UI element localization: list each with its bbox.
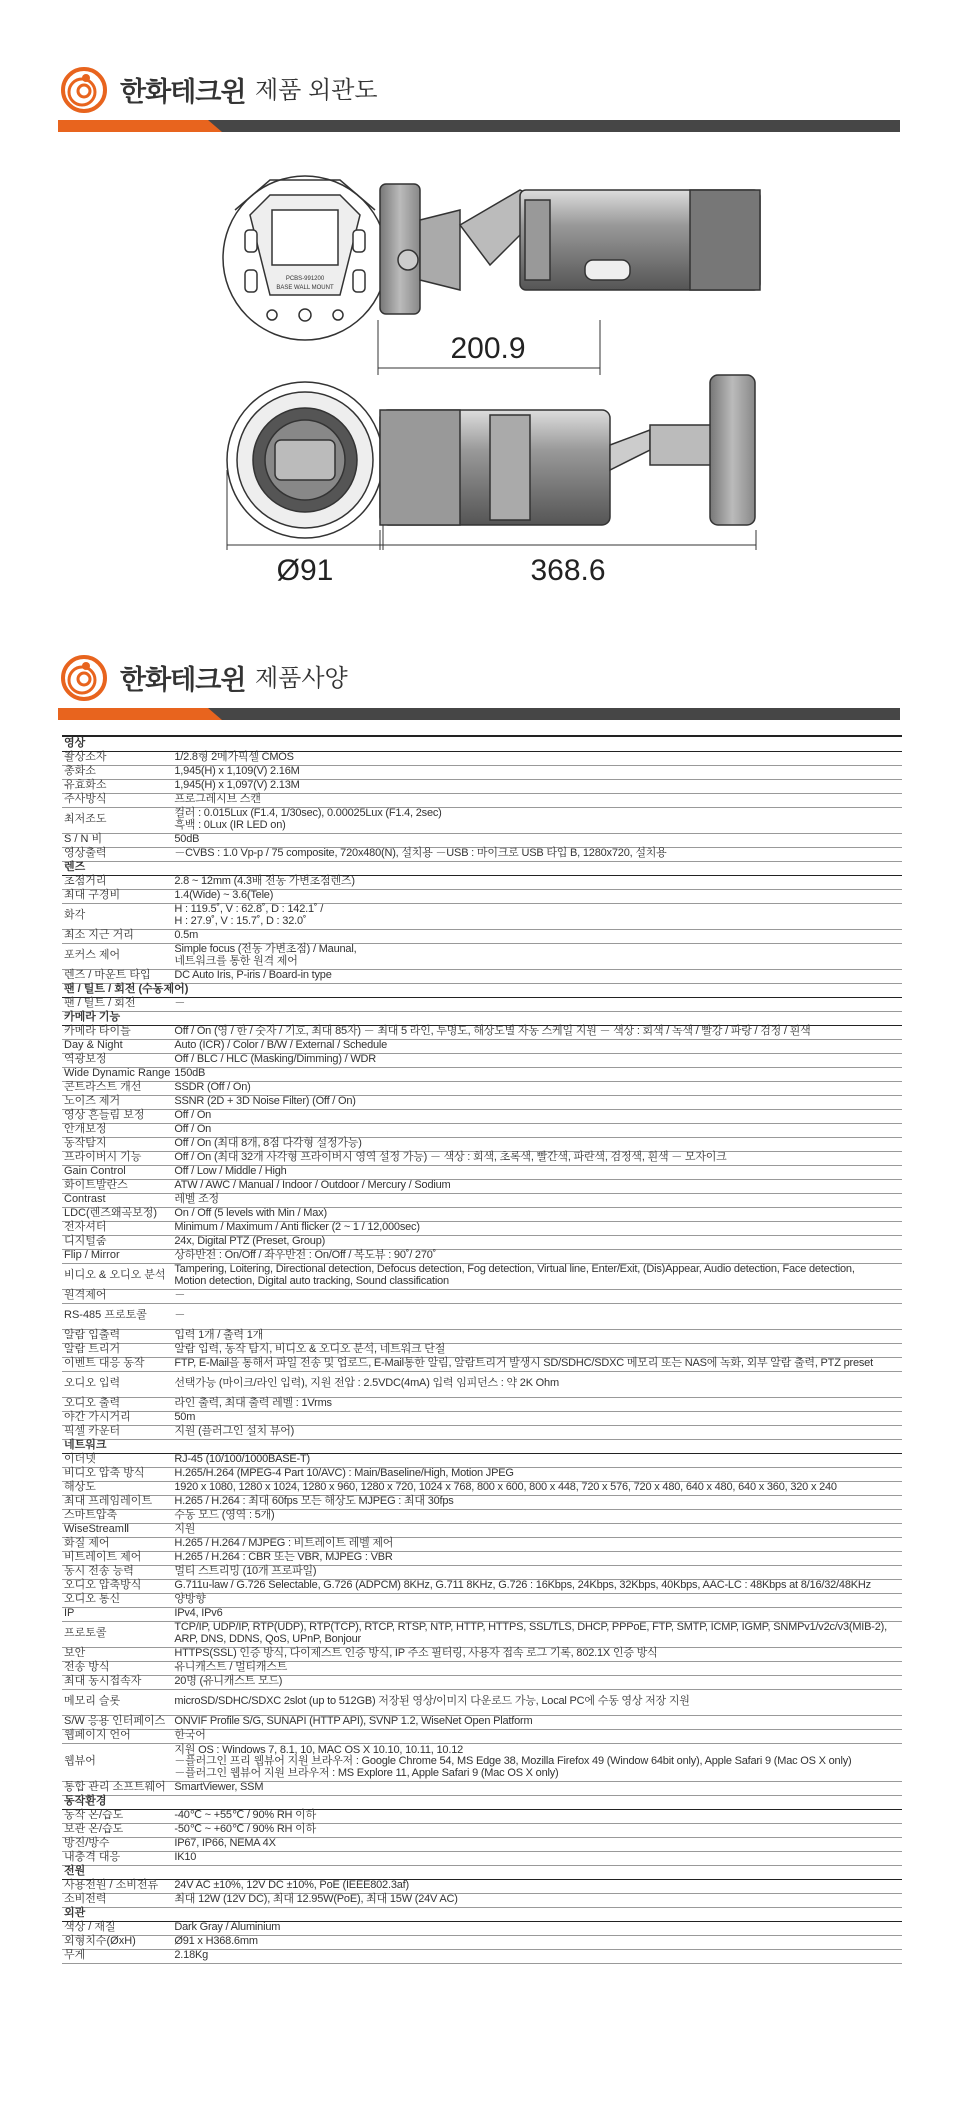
spec-label: 동작탐지 <box>62 1137 172 1151</box>
spec-value: 1.4(Wide) ~ 3.6(Tele) <box>172 889 902 903</box>
spec-category-row <box>62 737 902 751</box>
spec-label: 비디오 압축 방식 <box>62 1467 172 1481</box>
spec-value: 1920 x 1080, 1280 x 1024, 1280 x 960, 1280 x 720, 1024 x 768, 800 x 600, 800 x 448, 720 x 576, 720 x 480, 640 x 480, 640 x 360, 320 x 240 <box>172 1481 902 1495</box>
spec-value: 2.8 ~ 12mm (4.3배 전동 가변초점렌즈) <box>172 875 902 889</box>
spec-row <box>62 1949 902 1963</box>
spec-value: 2.18Kg <box>172 1949 902 1963</box>
spec-row <box>62 1249 902 1263</box>
spec-row <box>62 943 902 969</box>
spec-category-title: 렌즈 <box>62 861 902 875</box>
spec-value: 150dB <box>172 1067 902 1081</box>
spec-value: 한국어 <box>172 1729 902 1743</box>
spec-label: 비디오 & 오디오 분석 <box>62 1263 172 1289</box>
spec-label: IP <box>62 1607 172 1621</box>
spec-row <box>62 1647 902 1661</box>
spec-row <box>62 1137 902 1151</box>
spec-value: 1/2.8형 2메가픽셀 CMOS <box>172 751 902 765</box>
spec-value: 1,945(H) x 1,109(V) 2.16M <box>172 765 902 779</box>
spec-row <box>62 1921 902 1935</box>
spec-label: 해상도 <box>62 1481 172 1495</box>
spec-value: 24V AC ±10%, 12V DC ±10%, PoE (IEEE802.3af) <box>172 1879 902 1893</box>
spec-row <box>62 1715 902 1729</box>
spec-category-title: 전원 <box>62 1865 902 1879</box>
spec-value: － <box>172 997 902 1011</box>
spec-row <box>62 1303 902 1329</box>
spec-value: 멀티 스트리밍 (10개 프로파일) <box>172 1565 902 1579</box>
spec-label: 오디오 입력 <box>62 1371 172 1397</box>
brand-name: 한화테크윈 <box>120 665 246 695</box>
spec-label: 소비전력 <box>62 1893 172 1907</box>
spec-row <box>62 1207 902 1221</box>
spec-row <box>62 1109 902 1123</box>
spec-value: Ø91 x H368.6mm <box>172 1935 902 1949</box>
spec-category-row <box>62 983 902 997</box>
spec-row <box>62 793 902 807</box>
spec-label: 보관 온/습도 <box>62 1823 172 1837</box>
spec-label: 포커스 제어 <box>62 943 172 969</box>
spec-label: 원격제어 <box>62 1289 172 1303</box>
spec-label: RS-485 프로토콜 <box>62 1303 172 1329</box>
spec-row <box>62 1411 902 1425</box>
spec-row <box>62 969 902 983</box>
spec-label: Day & Night <box>62 1039 172 1053</box>
spec-value: 상하반전 : On/Off / 좌우반전 : On/Off / 복도뷰 : 90˚/ 270˚ <box>172 1249 902 1263</box>
spec-row <box>62 1593 902 1607</box>
spec-label: 보안 <box>62 1647 172 1661</box>
spec-row <box>62 1851 902 1865</box>
spec-row <box>62 1743 902 1781</box>
spec-value: H.265 / H.264 / MJPEG : 비트레이트 레벨 제어 <box>172 1537 902 1551</box>
spec-category-row <box>62 1439 902 1453</box>
mount-plate-view <box>223 176 387 340</box>
spec-row <box>62 1621 902 1647</box>
spec-value: 프로그레시브 스캔 <box>172 793 902 807</box>
spec-value: SSNR (2D + 3D Noise Filter) (Off / On) <box>172 1095 902 1109</box>
spec-label: 화질 제어 <box>62 1537 172 1551</box>
spec-label: 노이즈 제거 <box>62 1095 172 1109</box>
spec-label: 전송 방식 <box>62 1661 172 1675</box>
spec-label: 주사방식 <box>62 793 172 807</box>
spec-label: 픽셀 카운터 <box>62 1425 172 1439</box>
spec-row <box>62 1263 902 1289</box>
spec-row <box>62 1193 902 1207</box>
spec-row <box>62 889 902 903</box>
spec-row <box>62 779 902 793</box>
spec-value: 라인 출력, 최대 출력 레벨 : 1Vrms <box>172 1397 902 1411</box>
spec-category-title: 동작환경 <box>62 1795 902 1809</box>
camera-front-view <box>227 382 383 538</box>
spec-label: 통합 관리 소프트웨어 <box>62 1781 172 1795</box>
spec-row <box>62 1495 902 1509</box>
spec-category-title: 네트워크 <box>62 1439 902 1453</box>
spec-value: Auto (ICR) / Color / B/W / External / Schedule <box>172 1039 902 1053</box>
spec-row <box>62 1661 902 1675</box>
hanwha-logo-icon <box>58 62 110 114</box>
spec-value: Simple focus (전동 가변초점) / Maunal, 네트워크를 통한 원격 제어 <box>172 943 902 969</box>
spec-value: Minimum / Maximum / Anti flicker (2 ~ 1 / 12,000sec) <box>172 1221 902 1235</box>
spec-row <box>62 1809 902 1823</box>
spec-row <box>62 1357 902 1371</box>
spec-label: 유효화소 <box>62 779 172 793</box>
spec-label: 스마트압축 <box>62 1509 172 1523</box>
spec-row <box>62 1823 902 1837</box>
spec-label: 이벤트 대응 동작 <box>62 1357 172 1371</box>
spec-row <box>62 1165 902 1179</box>
spec-row <box>62 1481 902 1495</box>
spec-value: -50℃ ~ +60℃ / 90% RH 이하 <box>172 1823 902 1837</box>
spec-row <box>62 1689 902 1715</box>
spec-value: 유니캐스트 / 멀티캐스트 <box>172 1661 902 1675</box>
spec-label: 색상 / 재질 <box>62 1921 172 1935</box>
spec-value: H.265/H.264 (MPEG-4 Part 10/AVC) : Main/Baseline/High, Motion JPEG <box>172 1467 902 1481</box>
spec-value: SSDR (Off / On) <box>172 1081 902 1095</box>
header-divider <box>58 708 900 720</box>
dimension-label-total-length: 368.6 <box>530 554 606 587</box>
spec-row <box>62 1151 902 1165</box>
spec-label: LDC(렌즈왜곡보정) <box>62 1207 172 1221</box>
spec-row <box>62 1893 902 1907</box>
spec-value: 양방향 <box>172 1593 902 1607</box>
spec-label: 최대 프레임레이트 <box>62 1495 172 1509</box>
spec-value: Off / On (최대 8개, 8점 다각형 설정가능) <box>172 1137 902 1151</box>
spec-row <box>62 903 902 929</box>
spec-label: Contrast <box>62 1193 172 1207</box>
spec-row <box>62 1025 902 1039</box>
product-exterior-drawing <box>190 170 810 590</box>
spec-label: 알람 트리거 <box>62 1343 172 1357</box>
spec-label: 내충격 대응 <box>62 1851 172 1865</box>
spec-label: S / N 비 <box>62 833 172 847</box>
spec-value: Off / BLC / HLC (Masking/Dimming) / WDR <box>172 1053 902 1067</box>
spec-label: 최저조도 <box>62 807 172 833</box>
spec-label: Gain Control <box>62 1165 172 1179</box>
spec-row <box>62 1935 902 1949</box>
spec-row <box>62 1551 902 1565</box>
dimension-label-diameter: Ø91 <box>276 554 334 587</box>
spec-row <box>62 1235 902 1249</box>
spec-row <box>62 751 902 765</box>
spec-label: 최소 지근 거리 <box>62 929 172 943</box>
spec-label: 카메라 타이틀 <box>62 1025 172 1039</box>
spec-value: ONVIF Profile S/G, SUNAPI (HTTP API), SVNP 1.2, WiseNet Open Platform <box>172 1715 902 1729</box>
spec-label: 영상출력 <box>62 847 172 861</box>
spec-value: － <box>172 1303 902 1329</box>
spec-value: Off / Low / Middle / High <box>172 1165 902 1179</box>
spec-label: 최대 동시접속자 <box>62 1675 172 1689</box>
spec-row <box>62 1565 902 1579</box>
spec-value: Off / On (최대 32개 사각형 프라이버시 영역 설정 가능) － 색상 : 회색, 초록색, 빨간색, 파란색, 검정색, 흰색 － 모자이크 <box>172 1151 902 1165</box>
spec-value: 최대 12W (12V DC), 최대 12.95W(PoE), 최대 15W (24V AC) <box>172 1893 902 1907</box>
spec-row <box>62 929 902 943</box>
spec-label: 총화소 <box>62 765 172 779</box>
spec-label: 전자셔터 <box>62 1221 172 1235</box>
plate-label-2: BASE WALL MOUNT <box>276 285 334 291</box>
spec-row <box>62 997 902 1011</box>
spec-label: Flip / Mirror <box>62 1249 172 1263</box>
spec-label: S/W 응용 인터페이스 <box>62 1715 172 1729</box>
spec-value: microSD/SDHC/SDXC 2slot (up to 512GB) 저장된 영상/이미지 다운로드 가능, Local PC에 수동 영상 저장 지원 <box>172 1689 902 1715</box>
spec-value: TCP/IP, UDP/IP, RTP(UDP), RTP(TCP), RTCP, RTSP, NTP, HTTP, HTTPS, SSL/TLS, DHCP, PPPoE, FTP, SMTP, ICMP, IGMP, SNMPv1/v2c/v3(MIB-2), ARP, DNS, DDNS, QoS, UPnP, Bonjour <box>172 1621 902 1647</box>
spec-label: 초점거리 <box>62 875 172 889</box>
spec-label: 알람 입출력 <box>62 1329 172 1343</box>
spec-value: Off / On <box>172 1123 902 1137</box>
spec-value: 24x, Digital PTZ (Preset, Group) <box>172 1235 902 1249</box>
spec-label: 프로토콜 <box>62 1621 172 1647</box>
spec-row <box>62 1179 902 1193</box>
camera-side-view-bottom <box>380 375 755 525</box>
spec-row <box>62 1289 902 1303</box>
spec-label: 오디오 압축방식 <box>62 1579 172 1593</box>
spec-row <box>62 1729 902 1743</box>
spec-row <box>62 875 902 889</box>
spec-value: SmartViewer, SSM <box>172 1781 902 1795</box>
spec-row <box>62 1397 902 1411</box>
spec-category-row <box>62 1907 902 1921</box>
spec-value: H.265 / H.264 : 최대 60fps 모든 해상도 MJPEG : 최대 30fps <box>172 1495 902 1509</box>
spec-value: IK10 <box>172 1851 902 1865</box>
spec-label: 안개보정 <box>62 1123 172 1137</box>
spec-label: 외형치수(ØxH) <box>62 1935 172 1949</box>
spec-label: WiseStreamⅡ <box>62 1523 172 1537</box>
spec-row <box>62 1879 902 1893</box>
spec-row <box>62 765 902 779</box>
spec-label: 프라이버시 기능 <box>62 1151 172 1165</box>
spec-label: 팬 / 틸트 / 회전 <box>62 997 172 1011</box>
spec-value: FTP, E-Mail을 통해서 파일 전송 및 업로드, E-Mail통한 알림, 알람트리거 발생시 SD/SDHC/SDXC 메모리 또는 NAS에 녹화, 외부 알람 출력, PTZ preset <box>172 1357 902 1371</box>
spec-value: －CVBS : 1.0 Vp-p / 75 composite, 720x480(N), 설치용 －USB : 마이크로 USB 타입 B, 1280x720, 설치용 <box>172 847 902 861</box>
plate-label-1: PCBS-991200 <box>285 276 325 282</box>
spec-row <box>62 1467 902 1481</box>
spec-label: 사용전원 / 소비전류 <box>62 1879 172 1893</box>
spec-row <box>62 1453 902 1467</box>
dimension-368-6 <box>380 530 756 550</box>
spec-value: 1,945(H) x 1,097(V) 2.13M <box>172 779 902 793</box>
camera-side-view-top <box>380 184 760 314</box>
spec-row <box>62 1221 902 1235</box>
spec-row <box>62 1067 902 1081</box>
spec-label: Wide Dynamic Range <box>64 1067 171 1080</box>
spec-value: ATW / AWC / Manual / Indoor / Outdoor / Mercury / Sodium <box>172 1179 902 1193</box>
spec-value: IP67, IP66, NEMA 4X <box>172 1837 902 1851</box>
spec-label: 비트레이트 제어 <box>62 1551 172 1565</box>
spec-value: G.711u-law / G.726 Selectable, G.726 (ADPCM) 8KHz, G.711 8KHz, G.726 : 16Kbps, 24Kbps, 32Kbps, 40Kbps, AAC-LC : 48Kbps at 8/16/32/48KHz <box>172 1579 902 1593</box>
spec-row <box>62 1837 902 1851</box>
spec-label: 디지털줌 <box>62 1235 172 1249</box>
header-divider <box>58 120 900 132</box>
spec-value: 지원 (플러그인 설치 뷰어) <box>172 1425 902 1439</box>
spec-label: 역광보정 <box>62 1053 172 1067</box>
spec-row <box>62 1607 902 1621</box>
spec-value: 지원 OS : Windows 7, 8.1, 10, MAC OS X 10.10, 10.11, 10.12 －플러그인 프리 웹뷰어 지원 브라우저 : Google Chrome 54, MS Edge 38, Mozilla Firefox 49 (Window 64bit only), Apple Safari 9 (Mac OS X only) －플러그인 웹뷰어 지원 브라우저 : MS Explore 11, Apple Safari 9 (Mac OS X only) <box>172 1743 902 1781</box>
spec-label: 영상 흔들림 보정 <box>62 1109 172 1123</box>
spec-value: 20명 (유니캐스트 모드) <box>172 1675 902 1689</box>
spec-row <box>62 1579 902 1593</box>
spec-label: 오디오 출력 <box>62 1397 172 1411</box>
spec-label: 동작 온/습도 <box>62 1809 172 1823</box>
spec-label: 동시 전송 능력 <box>62 1565 172 1579</box>
header-specs <box>58 650 900 722</box>
spec-row <box>62 833 902 847</box>
section-title: 제품 외관도 <box>255 77 378 104</box>
hanwha-logo-icon <box>58 650 110 702</box>
spec-value: IPv4, IPv6 <box>172 1607 902 1621</box>
spec-value: RJ-45 (10/100/1000BASE-T) <box>172 1453 902 1467</box>
header-exterior <box>58 62 900 134</box>
spec-category-title: 영상 <box>62 737 902 751</box>
spec-value: Dark Gray / Aluminium <box>172 1921 902 1935</box>
spec-label: 방진/방수 <box>62 1837 172 1851</box>
spec-row <box>62 1425 902 1439</box>
spec-label: 렌즈 / 마운트 타입 <box>62 969 172 983</box>
spec-value: 50m <box>172 1411 902 1425</box>
spec-value: 입력 1개 / 출력 1개 <box>172 1329 902 1343</box>
spec-row <box>62 1781 902 1795</box>
spec-category-row <box>62 1865 902 1879</box>
spec-value: 50dB <box>172 833 902 847</box>
spec-label: 메모리 슬롯 <box>62 1689 172 1715</box>
spec-value: Tampering, Loitering, Directional detection, Defocus detection, Fog detection, Virtual line, Enter/Exit, (Dis)Appear, Audio detection, Face detection, Motion detection, Digital auto tracking, Sound classification <box>172 1263 902 1289</box>
spec-label: 웹뷰어 <box>62 1743 172 1781</box>
spec-value: HTTPS(SSL) 인증 방식, 다이제스트 인증 방식, IP 주소 필터링, 사용자 접속 로그 기록, 802.1X 인증 방식 <box>172 1647 902 1661</box>
spec-value: 수동 모드 (영역 : 5개) <box>172 1509 902 1523</box>
dimension-label-length-top: 200.9 <box>450 332 526 365</box>
spec-value: 지원 <box>172 1523 902 1537</box>
spec-row <box>62 1095 902 1109</box>
spec-category-title: 외관 <box>62 1907 902 1921</box>
spec-row <box>62 1371 902 1397</box>
spec-row <box>62 1081 902 1095</box>
spec-value: On / Off (5 levels with Min / Max) <box>172 1207 902 1221</box>
spec-label: 오디오 통신 <box>62 1593 172 1607</box>
spec-label: 야간 가시거리 <box>62 1411 172 1425</box>
spec-row <box>62 1537 902 1551</box>
spec-label: 최대 구경비 <box>62 889 172 903</box>
spec-category-row <box>62 1795 902 1809</box>
spec-value: H.265 / H.264 : CBR 또는 VBR, MJPEG : VBR <box>172 1551 902 1565</box>
spec-label: 화각 <box>62 903 172 929</box>
spec-label: 이더넷 <box>62 1453 172 1467</box>
spec-label: 콘트라스트 개선 <box>62 1081 172 1095</box>
spec-row <box>62 1329 902 1343</box>
spec-value: 0.5m <box>172 929 902 943</box>
spec-label: 웹페이지 언어 <box>62 1729 172 1743</box>
spec-row <box>62 1039 902 1053</box>
spec-value: 컬러 : 0.015Lux (F1.4, 1/30sec), 0.00025Lux (F1.4, 2sec) 흑백 : 0Lux (IR LED on) <box>172 807 902 833</box>
spec-value: -40℃ ~ +55℃ / 90% RH 이하 <box>172 1809 902 1823</box>
spec-row <box>62 1509 902 1523</box>
spec-row <box>62 847 902 861</box>
spec-row <box>62 1123 902 1137</box>
spec-category-row <box>62 861 902 875</box>
spec-value: H : 119.5˚, V : 62.8˚, D : 142.1˚ / H : 27.9˚, V : 15.7˚, D : 32.0˚ <box>172 903 902 929</box>
spec-value: － <box>172 1289 902 1303</box>
spec-value: 알람 입력, 동작 탐지, 비디오 & 오디오 분석, 네트워크 단절 <box>172 1343 902 1357</box>
spec-value: 레벨 조정 <box>172 1193 902 1207</box>
spec-row <box>62 1053 902 1067</box>
spec-label: 무게 <box>62 1949 172 1963</box>
brand-name: 한화테크윈 <box>120 77 246 107</box>
spec-category-row <box>62 1011 902 1025</box>
spec-label: 촬상소자 <box>62 751 172 765</box>
spec-value: 선택가능 (마이크/라인 입력), 지원 전압 : 2.5VDC(4mA) 입력 임피던스 : 약 2K Ohm <box>172 1371 902 1397</box>
spec-value: DC Auto Iris, P-iris / Board-in type <box>172 969 902 983</box>
spec-table <box>62 737 902 1964</box>
spec-category-title: 카메라 기능 <box>62 1011 902 1025</box>
spec-row <box>62 1675 902 1689</box>
spec-row <box>62 1343 902 1357</box>
section-title: 제품사양 <box>255 665 348 692</box>
spec-value: Off / On (영 / 한 / 숫자 / 기호, 최대 85자) － 최대 5 라인, 투명도, 해상도별 자동 스케일 지원 － 색상 : 회색 / 녹색 / 빨강 / 파랑 / 검정 / 흰색 <box>172 1025 902 1039</box>
spec-category-title: 팬 / 틸트 / 회전 (수동제어) <box>62 983 902 997</box>
spec-row <box>62 1523 902 1537</box>
spec-row <box>62 807 902 833</box>
spec-label: 화이트발란스 <box>62 1179 172 1193</box>
spec-value: Off / On <box>172 1109 902 1123</box>
